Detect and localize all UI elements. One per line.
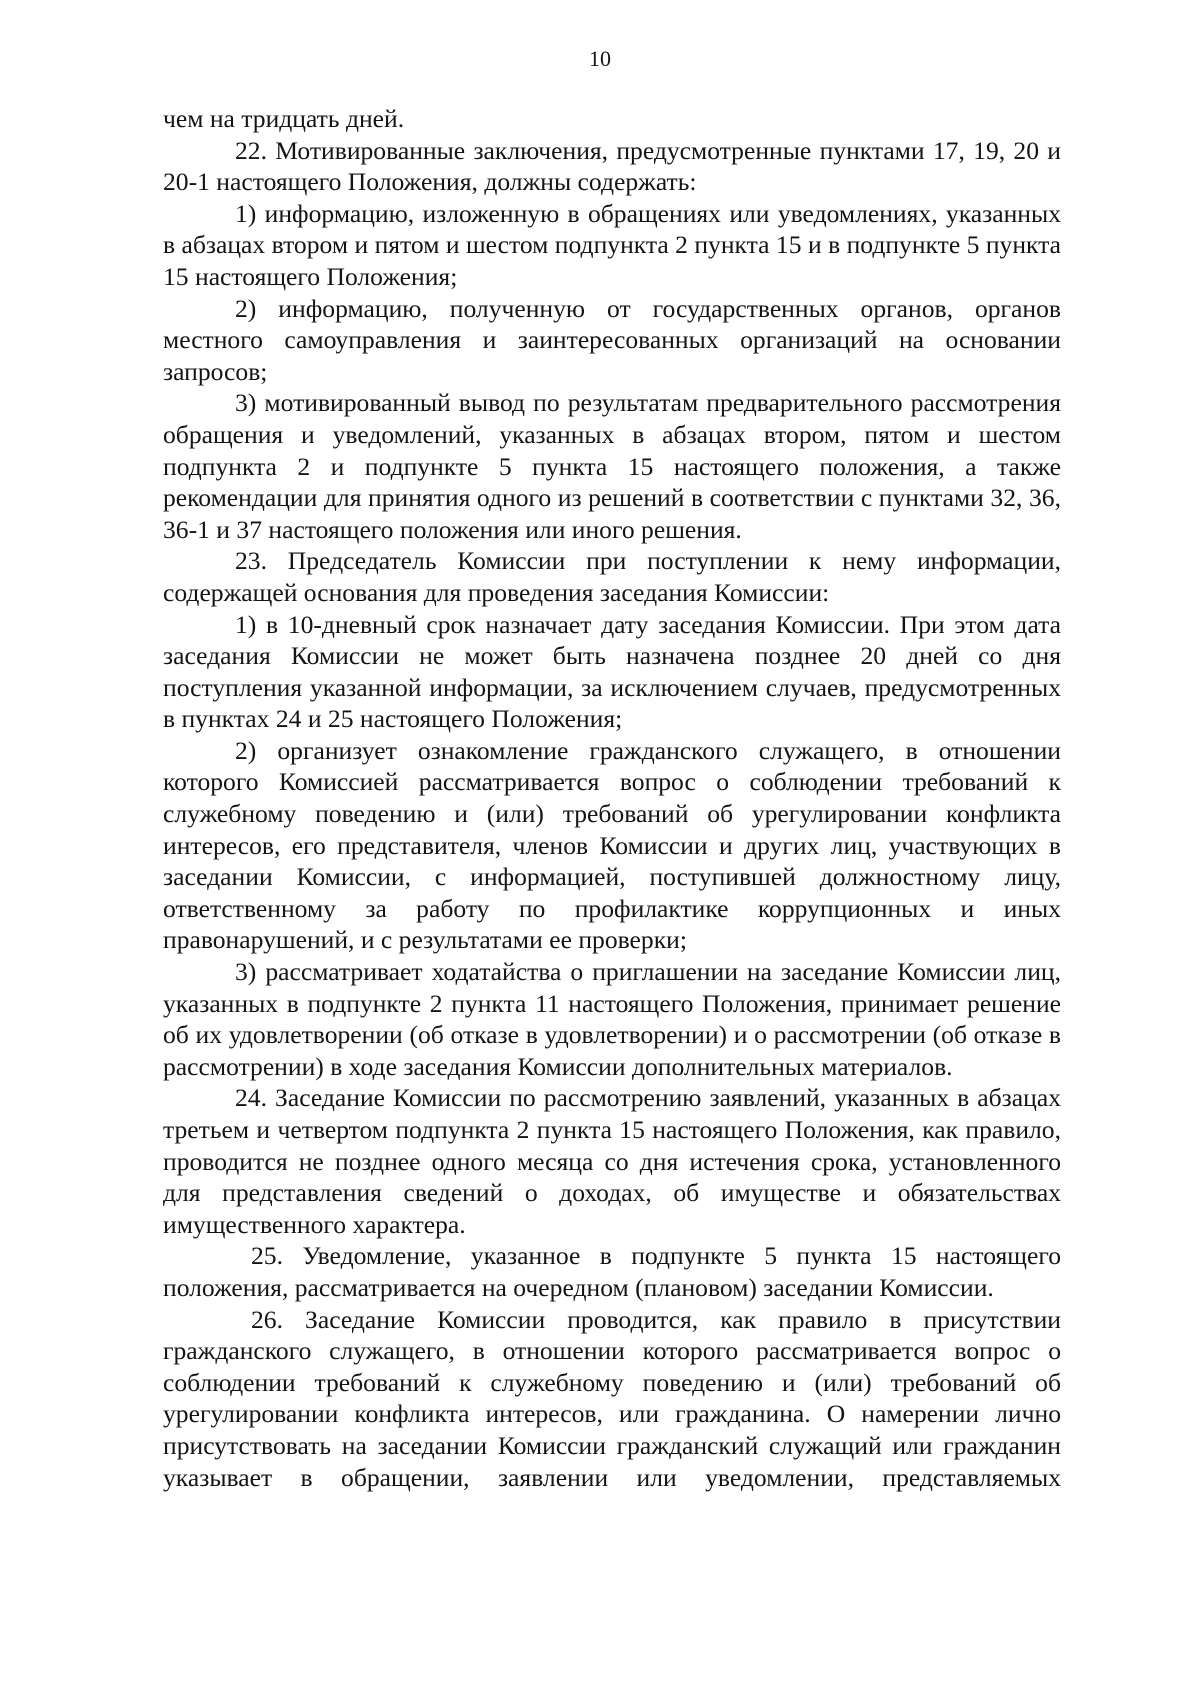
document-body — [163, 103, 1061, 1493]
paragraph-item-23-2: 2) организует ознакомление гражданского служащего, в отношении которого Комиссией рассматривается вопрос о соблюдении требований к служебному поведению и (или) требований об урегулировании конфликта интересов, его представителя, членов Комиссии и других лиц, участвующих в заседании Комиссии, с информацией, поступившей должностному лицу, ответственному за работу по профилактике коррупционных и иных правонарушений, и с результатами ее проверки; — [163, 735, 1061, 955]
paragraph-item-23-3: 3) рассматривает ходатайства о приглашении на заседание Комиссии лиц, указанных в подпункте 2 пункта 11 настоящего Положения, принимает решение об их удовлетворении (об отказе в удовлетворении) и о рассмотрении (об отказе в рассмотрении) в ходе заседания Комиссии дополнительных материалов. — [163, 957, 1061, 1081]
paragraph-item-22-3: 3) мотивированный вывод по результатам предварительного рассмотрения обращения и уведомлений, указанных в абзацах втором, пятом и шестом подпункта 2 и подпункте 5 пункта 15 настоящего положения, а также рекомендации для принятия одного из решений в соответствии с пунктами 32, 36, 36-1 и 37 настоящего положения или иного решения. — [163, 388, 1061, 544]
page-number: 10 — [589, 46, 611, 71]
paragraph-item-22: 22. Мотивированные заключения, предусмотренные пунктами 17, 19, 20 и 20-1 настоящего Положения, должны содержать: — [163, 135, 1061, 197]
paragraph-item-24: 24. Заседание Комиссии по рассмотрению заявлений, указанных в абзацах третьем и четвертом подпункта 2 пункта 15 настоящего Положения, как правило, проводится не позднее одного месяца со дня истечения срока, установленного для представления сведений о доходах, об имуществе и обязательствах имущественного характера. — [163, 1083, 1061, 1239]
paragraph-item-25: 25. Уведомление, указанное в подпункте 5 пункта 15 настоящего положения, рассматривается на очередном (плановом) заседании Комиссии. — [163, 1241, 1061, 1302]
paragraph-item-26: 26. Заседание Комиссии проводится, как правило в присутствии гражданского служащего, в отношении которого рассматривается вопрос о соблюдении требований к служебному поведению и (или) требований об урегулировании конфликта интересов, или гражданина. О намерении лично присутствовать на заседании Комиссии гражданский служащий или гражданин указывает в обращении, заявлении или уведомлении, представляемых — [163, 1304, 1061, 1492]
paragraph-item-22-2: 2) информацию, полученную от государственных органов, органов местного самоуправления и заинтересованных организаций на основании запросов; — [163, 293, 1061, 386]
paragraph-item-23-1: 1) в 10-дневный срок назначает дату заседания Комиссии. При этом дата заседания Комиссии не может быть назначена позднее 20 дней со дня поступления указанной информации, за исключением случаев, предусмотренных в пунктах 24 и 25 настоящего Положения; — [163, 609, 1061, 734]
paragraph-item-22-1: 1) информацию, изложенную в обращениях или уведомлениях, указанных в абзацах втором и пятом и шестом подпункта 2 пункта 15 и в подпункте 5 пункта 15 настоящего Положения; — [163, 198, 1061, 291]
paragraph-continuation: чем на тридцать дней. — [163, 104, 405, 133]
paragraph-item-23: 23. Председатель Комиссии при поступлении к нему информации, содержащей основания для проведения заседания Комиссии: — [163, 546, 1061, 607]
